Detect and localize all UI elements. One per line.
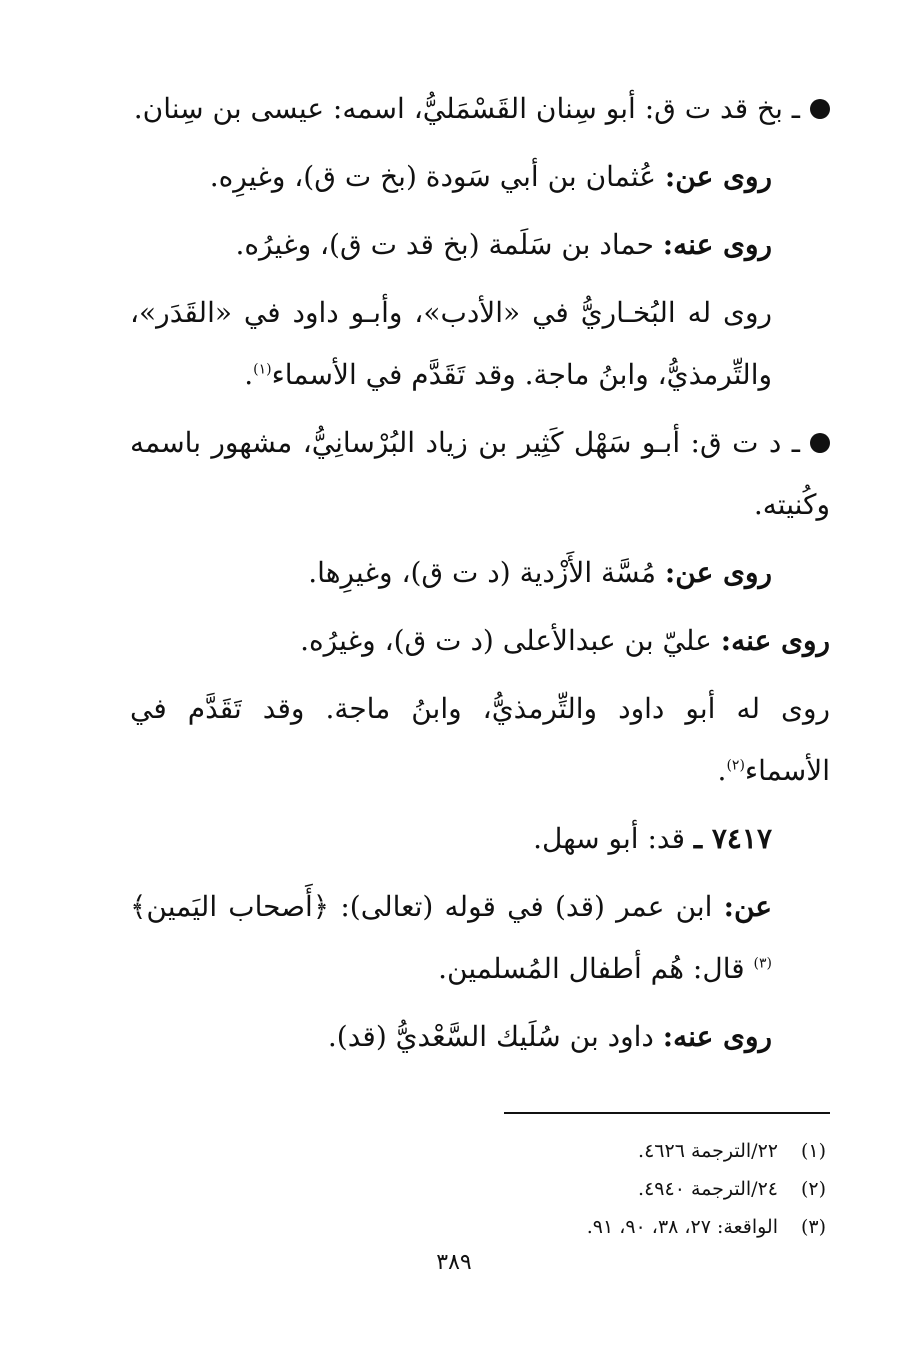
entry-tail: قال: هُم أطفال المُسلمين. xyxy=(438,952,754,985)
entry-text: روى له أبو داود والتِّرمذيُّ، وابنُ ماجة. وقد تَقَدَّم في الأسماء xyxy=(130,692,830,787)
entry-text: عليّ بن عبدالأعلى (د ت ق)، وغيرُه. xyxy=(300,624,712,657)
entry-bullet-abu-sinan xyxy=(130,78,830,140)
footnote-text: ٢٢/الترجمة ٤٦٢٦. xyxy=(638,1140,778,1162)
entry-text: روى له البُخـاريُّ في «الأدب»، وأبـو داود في «القَدَر»، والتِّرمذيُّ، وابنُ ماجة. وقد تَقَدَّم في الأسماء xyxy=(130,296,772,391)
entry-label: روى عنه: xyxy=(720,624,830,657)
entry-text: داود بن سُلَيك السَّعْديُّ (قد). xyxy=(327,1020,654,1053)
entry-transmitted-by xyxy=(130,678,830,802)
entry-text: ـ بخ قد ت ق: أبو سِنان القَسْمَليُّ، اسمه: عيسى بن سِنان. xyxy=(133,92,800,125)
footnote-item xyxy=(130,1208,830,1246)
footnote-ref[interactable]: (٢) xyxy=(726,757,745,774)
entry-number: ٧٤١٧ ـ xyxy=(693,822,772,855)
entry-narrated-by xyxy=(130,214,830,276)
footnote-text: الواقعة: ٢٧، ٣٨، ٩٠، ٩١. xyxy=(586,1216,778,1238)
entry-narrated-by xyxy=(130,610,830,672)
entry-label: روى عن: xyxy=(664,160,772,193)
footnote-number: (١) xyxy=(800,1140,826,1162)
entry-label: روى عن: xyxy=(664,556,772,589)
entry-narrated-from xyxy=(130,542,830,604)
entry-text: حماد بن سَلَمة (بخ قد ت ق)، وغيرُه. xyxy=(235,228,654,261)
footnote-text: ٢٤/الترجمة ٤٩٤٠. xyxy=(638,1178,778,1200)
entry-label: روى عنه: xyxy=(662,228,772,261)
bullet-icon xyxy=(810,433,830,453)
footnote-ref[interactable]: (١) xyxy=(253,361,272,378)
footnote-divider xyxy=(504,1112,830,1114)
footnote-number: (٢) xyxy=(800,1178,826,1200)
entry-transmitted-by xyxy=(130,282,830,406)
footnote-item xyxy=(130,1170,830,1208)
entry-label: عن: xyxy=(723,890,772,923)
entry-text: ـ د ت ق: أبـو سَهْل كَثِير بن زياد البُرْسانِيُّ، مشهور باسمه وكُنيته. xyxy=(130,426,830,521)
footnote-number: (٣) xyxy=(800,1216,826,1238)
entry-number-heading xyxy=(130,808,830,870)
footnote-ref[interactable]: (٣) xyxy=(753,955,772,972)
entry-quran-quote xyxy=(130,876,830,1000)
page-body xyxy=(130,78,830,1074)
entry-text: ابن عمر (قد) في قوله (تعالى): ﴿أَصحاب اليَمين﴾ xyxy=(130,890,713,923)
entry-bullet-abu-sahl xyxy=(130,412,830,536)
entry-tail: . xyxy=(244,358,254,391)
entry-label: روى عنه: xyxy=(662,1020,772,1053)
entry-text: عُثمان بن أبي سَودة (بخ ت ق)، وغيرِه. xyxy=(209,160,657,193)
entry-narrated-from xyxy=(130,146,830,208)
entry-text: مُسَّة الأَزْدية (د ت ق)، وغيرِها. xyxy=(308,556,657,589)
footnote-item xyxy=(130,1132,830,1170)
page-number: ٣٨٩ xyxy=(436,1250,472,1275)
entry-text: قد: أبو سهل. xyxy=(533,822,685,855)
bullet-icon xyxy=(810,99,830,119)
footnotes xyxy=(130,1112,830,1246)
entry-tail: . xyxy=(717,754,727,787)
entry-narrated-by xyxy=(130,1006,830,1068)
